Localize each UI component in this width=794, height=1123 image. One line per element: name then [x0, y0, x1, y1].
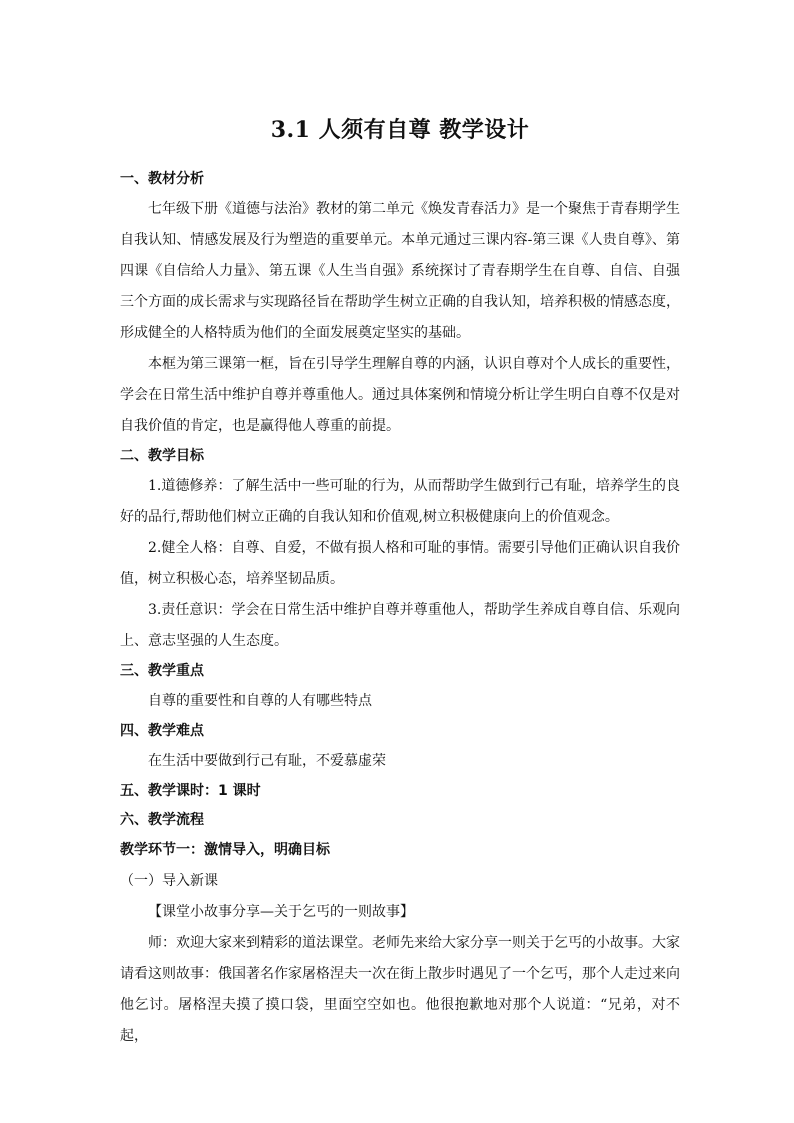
paragraph: 在生活中要做到行己有耻，不爱慕虚荣	[148, 753, 386, 769]
section-heading-teaching-process: 六、教学流程	[120, 812, 204, 828]
section-heading-class-hours: 五、教学课时：1 课时	[120, 783, 261, 799]
story-title: 【课堂小故事分享—关于乞丐的一则故事】	[148, 904, 414, 920]
section-heading-teaching-goals: 二、教学目标	[120, 448, 204, 464]
paragraph: 本框为第三课第一框，旨在引导学生理解自尊的内涵，认识自尊对个人成长的重要性，学会在日常生活中维护自尊并尊重他人。通过具体案例和情境分析让学生明白自尊不仅是对自我价值的肯定，也是赢得他人尊重的前提。	[120, 356, 680, 434]
section-heading-key-points: 三、教学重点	[120, 663, 204, 679]
paragraph: 自尊的重要性和自尊的人有哪些特点	[148, 693, 372, 709]
paragraph: 师：欢迎大家来到精彩的道法课堂。老师先来给大家分享一则关于乞丐的小故事。大家请看这则故事：俄国著名作家屠格涅夫一次在街上散步时遇见了一个乞丐，那个人走过来向他乞讨。屠格涅夫摸了摸口袋，里面空空如也。他很抱歉地对那个人说道：“兄弟，对不起，	[120, 935, 680, 1044]
teaching-step-heading: 教学环节一：激情导入，明确目标	[120, 842, 330, 858]
paragraph: 七年级下册《道德与法治》教材的第二单元《焕发青春活力》是一个聚焦于青春期学生自我认知、情感发展及行为塑造的重要单元。本单元通过三课内容-第三课《人贵自尊》、第四课《自信给人力量》、第五课《人生当自强》系统探讨了青春期学生在自尊、自信、自强三个方面的成长需求与实现路径旨在帮助学生树立正确的自我认知，培养积极的情感态度，形成健全的人格特质为他们的全面发展奠定坚实的基础。	[120, 201, 680, 341]
sub-heading: （一）导入新课	[120, 873, 218, 889]
section-heading-difficulties: 四、教学难点	[120, 723, 204, 739]
paragraph: 3.责任意识：学会在日常生活中维护自尊并尊重他人，帮助学生养成自尊自信、乐观向上、意志坚强的人生态度。	[120, 602, 680, 649]
paragraph: 1.道德修养：了解生活中一些可耻的行为，从而帮助学生做到行己有耻，培养学生的良好的品行,帮助他们树立正确的自我认知和价值观,树立积极健康向上的价值观念。	[120, 478, 680, 525]
section-heading-textbook-analysis: 一、教材分析	[120, 171, 204, 187]
document-page	[120, 105, 680, 1052]
paragraph: 2.健全人格：自尊、自爱，不做有损人格和可耻的事情。需要引导他们正确认识自我价值，树立积极心态，培养坚韧品质。	[120, 540, 680, 587]
document-title: 3.1 人须有自尊 教学设计	[270, 117, 530, 143]
